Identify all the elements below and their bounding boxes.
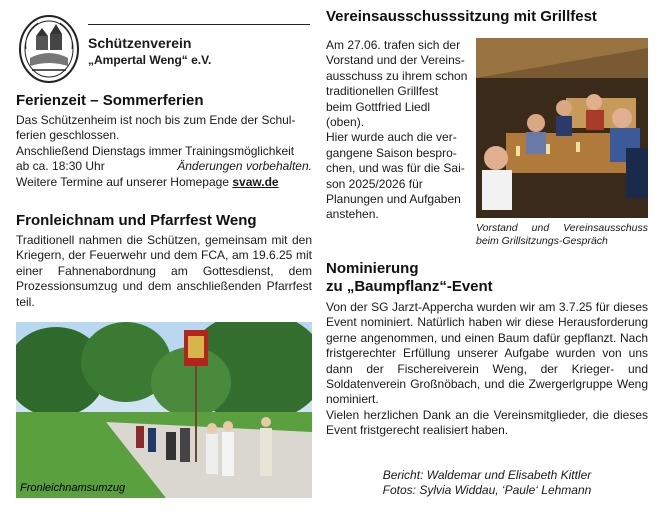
ferienzeit-heading: Ferienzeit – Sommerferien [16,92,204,109]
report-credit: Bericht: Waldemar und Elisabeth Kittler [382,468,592,482]
fronleichnam-text: Traditionell nahmen die Schützen, gemeinsam mit den Kriegern, der Feuerwehr und dem FCA, am 19.6.25 mit einer Fahnenabordnung am Gottesdienst, dem Prozessionsumzug und dem anschließenden Pfarrfest teil. [16,233,312,309]
nominierung-heading-line2: zu „Baumpflanz“-Event [326,278,493,295]
grillfest-line: chen, und was für die Sai- [326,161,465,176]
ferienzeit-line: Das Schützenheim ist noch bis zum Ende der Schul- [16,113,296,127]
changes-note: Änderungen vorbehalten. [177,159,312,174]
grillfest-photo [476,38,648,218]
grillfest-text [326,38,472,223]
grillfest-line: son 2025/2026 für [326,176,423,191]
grillfest-line: beim Gottfried Liedl [326,99,431,114]
grillfest-line: gangene Saison bespro- [326,145,457,160]
homepage-prefix: Weitere Termine auf unserer Homepage [16,174,233,189]
grillfest-line: anstehen. [326,207,379,222]
nominierung-section [326,260,648,439]
right-column [326,8,648,497]
club-header [88,24,310,68]
photo-credit: Fotos: Sylvia Widdau, ‘Paule‘ Lehmann [382,483,592,497]
grillfest-line: ausschuss zu ihrem schon [326,68,468,83]
training-time: ab ca. 18:30 Uhr [16,159,105,174]
procession-photo [16,322,312,498]
club-subname: „Ampertal Weng“ e.V. [88,53,212,67]
grillfest-heading: Vereinsausschusssitzung mit Grillfest [326,8,597,25]
ferienzeit-line: Anschließend Dienstags immer Trainingsmöglichkeit [16,143,295,158]
nominierung-text: Von der SG Jarzt-Appercha wurden wir am 3.7.25 für dieses Event nominiert. Natürlich haben wir diese Herausforderung gerne angenommen, und einen Baum dafür gepflanzt. Nach fristgerechter Erfüllung unserer Aufgabe wurden von uns dann der Fischereiverein Weng, der Krieger- und Soldatenverein Großnöbach, und die Zwergerlgruppe Weng nominiert. [326,300,648,407]
ferienzeit-line: ferien geschlossen. [16,128,120,143]
fronleichnam-heading: Fronleichnam und Pfarrfest Weng [16,212,257,229]
grillfest-line: Hier wurde auch die ver- [326,130,457,145]
ferienzeit-line [16,175,312,190]
club-logo [18,14,80,84]
ferienzeit-section [16,92,312,190]
procession-photo-caption: Fronleichnamsumzug [20,482,126,494]
nominierung-heading-line1: Nominierung [326,260,419,277]
ferienzeit-line [16,159,312,174]
fronleichnam-section [16,212,312,310]
credits [326,468,648,498]
grillfest-line: Am 27.06. trafen sich der [326,38,461,52]
grillfest-line: Planungen und Aufgaben [326,192,461,207]
grillfest-line: Vorstand und der Vereins- [326,53,465,68]
grillfest-line: (oben). [326,115,365,130]
nominierung-thanks: Vielen herzlichen Dank an die Vereinsmitglieder, die dieses Event fristgerecht realisiert haben. [326,407,648,438]
grillfest-line: traditionellen Grillfest [326,84,439,99]
homepage-link[interactable]: svaw.de [232,174,279,189]
club-name: Schützenverein [88,35,192,51]
grillfest-photo-caption: Vorstand und Vereinsausschuss beim Grillsitzungs-Gespräch [476,222,648,247]
